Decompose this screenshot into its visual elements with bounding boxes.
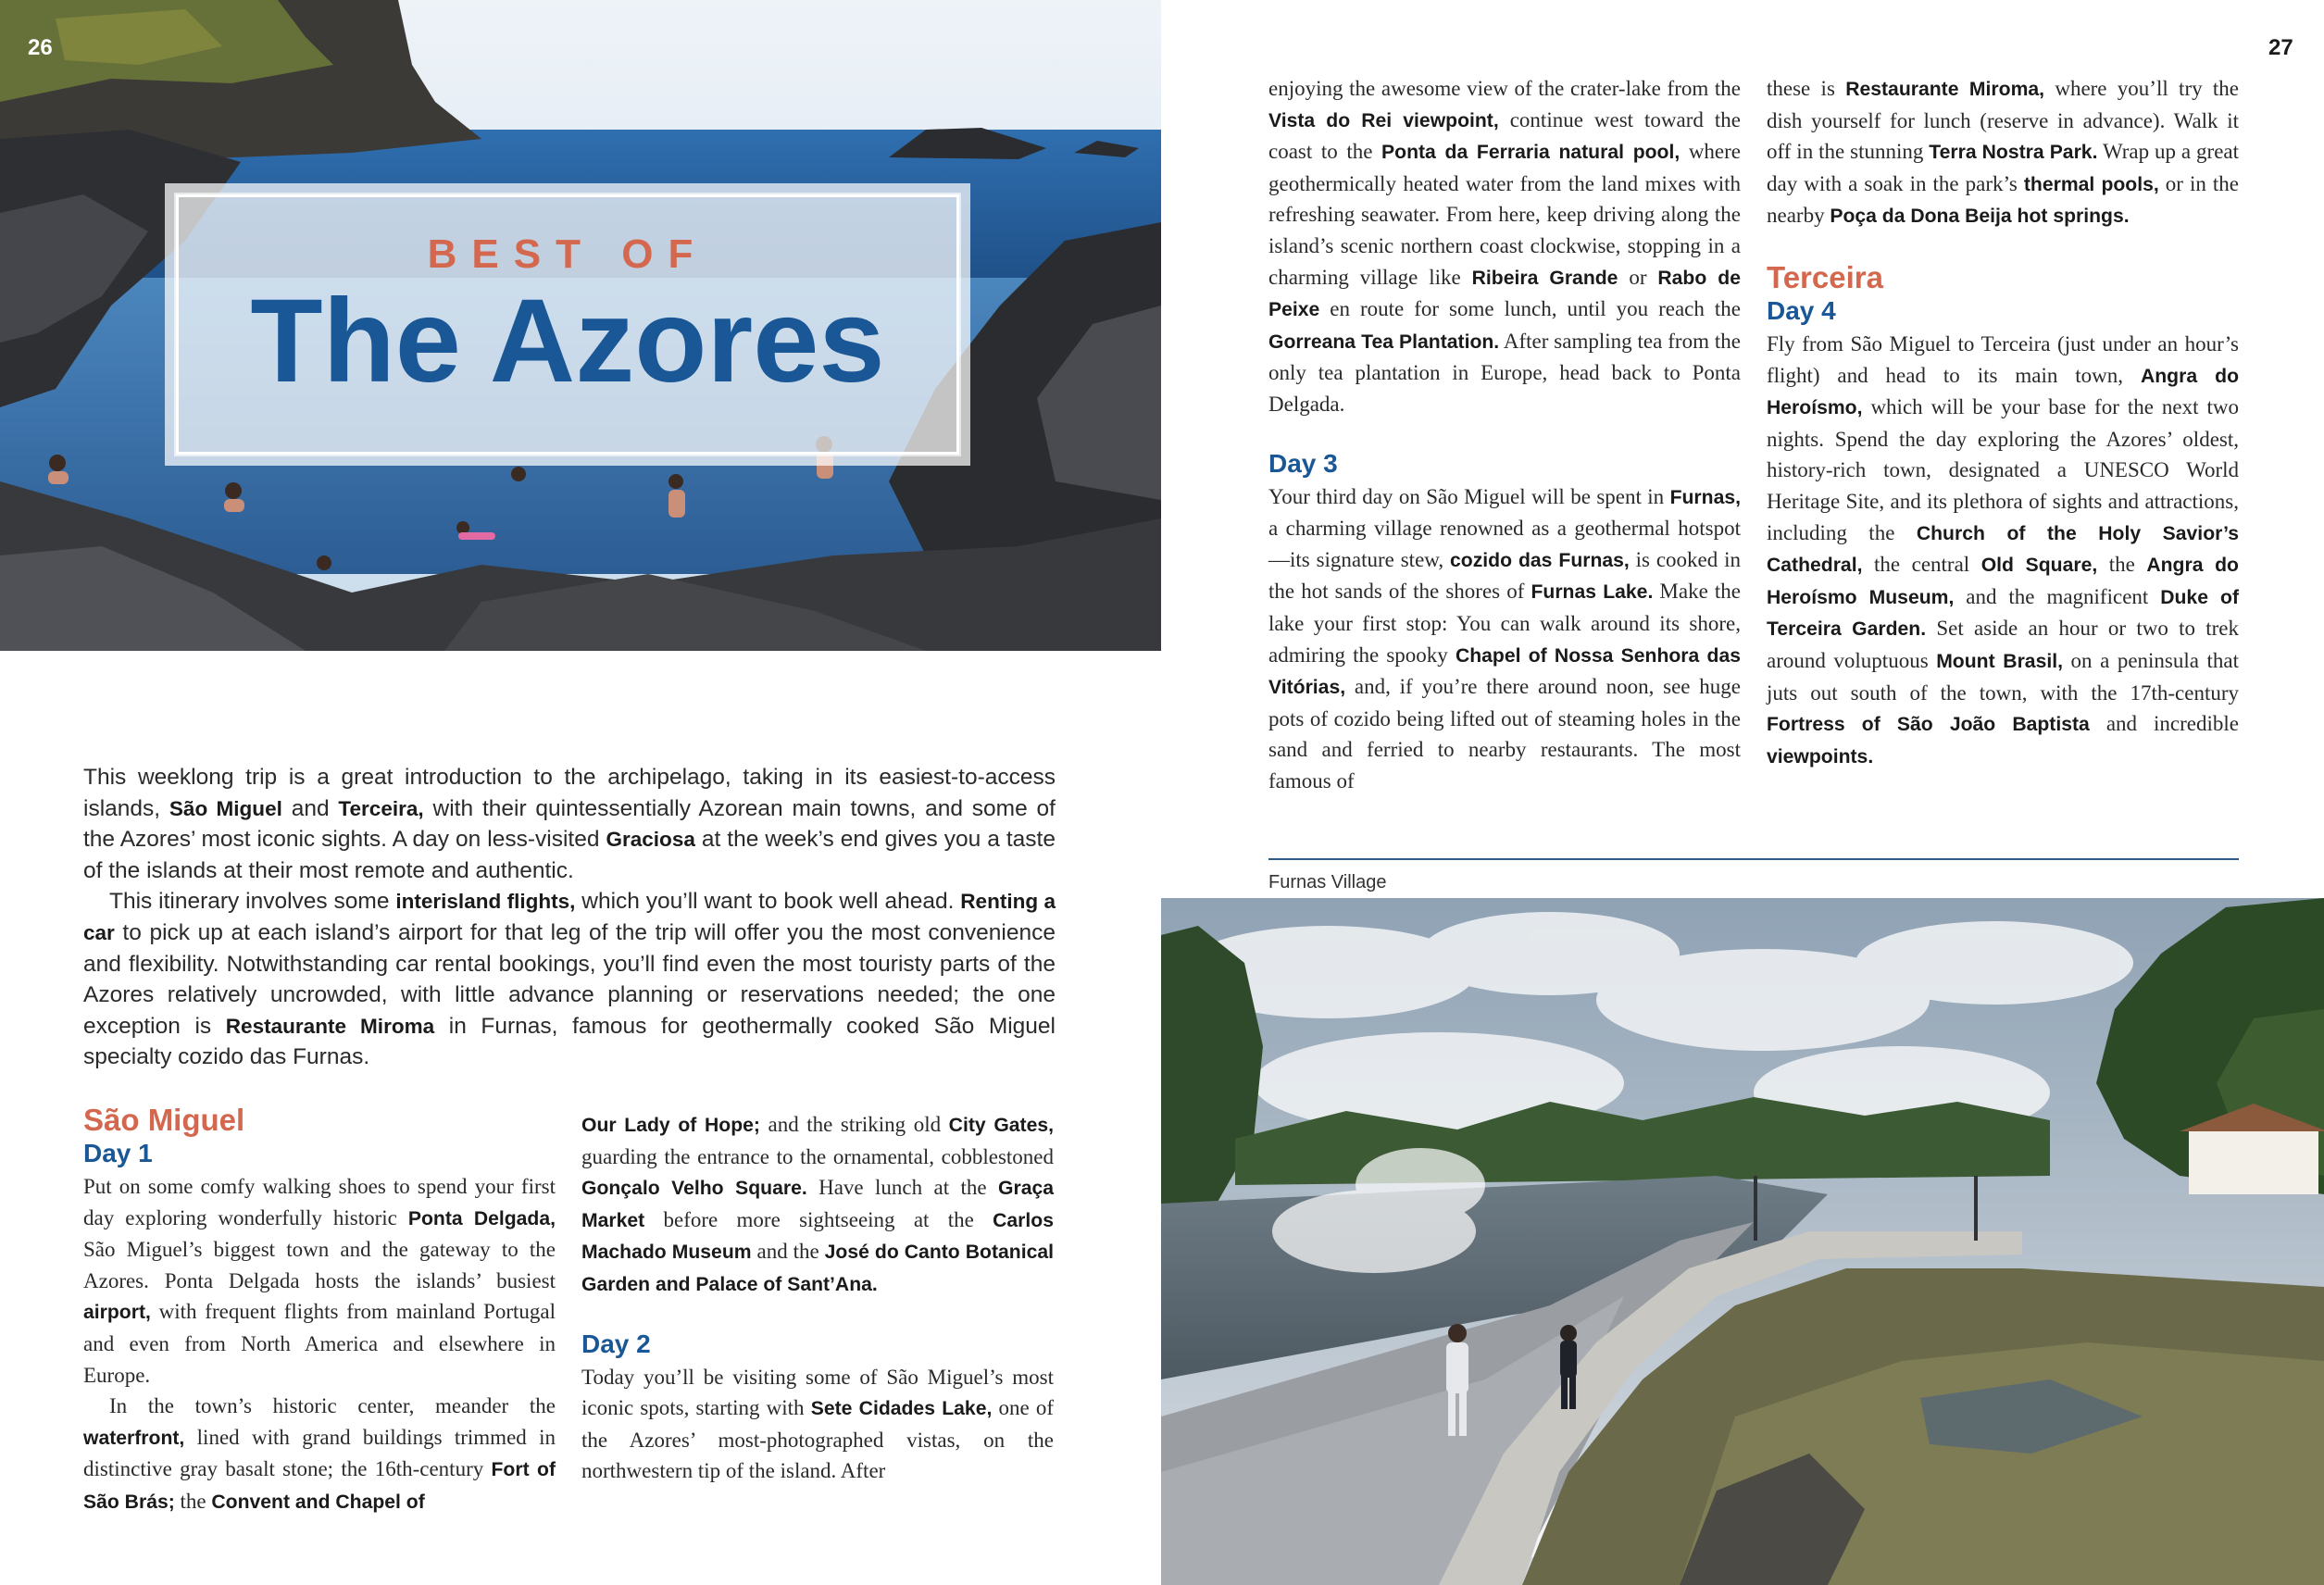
bold-term: Vista do Rei viewpoint, [1268,109,1499,131]
bold-term: Ribeira Grande [1471,267,1618,289]
body-paragraph: these is Restaurante Miroma, where you’ll try the dish yourself for lunch (reserve in advance). Walk it off in the stunning Terra Nostra Park. Wrap up a great day with a soak in the park’s thermal pools, or in the nearby Poça da Dona Beija hot springs. [1767,77,2240,228]
day-heading: Day 4 [1767,295,1836,325]
bold-term: Furnas Lake. [1531,581,1654,604]
bold-term: Old Square, [1980,555,2098,577]
intro-text [83,762,1056,1073]
body-paragraph: Fly from São Miguel to Terceira (just under an hour’s flight) and head to its main town, Angra do Heroísmo, which will be your base for the next two nights. Spend the day exploring the Azores’ oldest, history-rich town, designated a UNESCO World Heritage Site, and its plethora of sights and attractions, including the Church of the Holy Savior’s Cathedral, the central Old Square, the Angra do Heroísmo Museum, and the magnificent Duke of Terceira Garden. Set aside an hour or two to trek around voluptuous Mount Brasil, on a peninsula that juts out south of the town, with the 17th-century Fortress of São João Baptista and incredible viewpoints. [1767,331,2239,768]
bold-term: São Miguel [169,796,282,820]
day-heading: Day 1 [83,1139,153,1167]
bold-term: Poça da Dona Beija hot springs. [1830,206,2130,228]
bold-term: cozido das Furnas, [1450,549,1630,571]
bold-term: Angra do Heroísmo, [1767,365,2239,419]
caption-rule [1268,858,2239,860]
bold-term: airport, [83,1302,151,1324]
bold-term: waterfront, [83,1427,185,1449]
bold-term: Graça Market [581,1178,1054,1231]
body-paragraph: Put on some comfy walking shoes to spend your first day exploring wonderfully historic Ponta Delgada, São Miguel’s biggest town and the gateway to the Azores. Ponta Delgada hosts the islands’ busiest airport, with frequent flights from mainland Portugal and even from North America and elsewhere in Europe. [83,1175,556,1387]
bold-term: Gorreana Tea Plantation. [1268,331,1500,353]
bold-term: Gonçalo Velho Square. [581,1178,807,1200]
column-1 [83,1103,556,1518]
bold-term: Ponta da Ferraria natural pool, [1381,142,1681,164]
bold-term: Ponta Delgada, [407,1207,556,1229]
day-heading: Day 2 [581,1329,651,1358]
bold-term: viewpoints. [1767,745,1874,768]
bold-term: Mount Brasil, [1936,650,2063,672]
island-heading-terceira: Terceira [1767,259,1883,294]
body-paragraph: Your third day on São Miguel will be spent in Furnas, a charming village renowned as a geothermal hotspot—its signature stew, cozido das Furnas, is cooked in the hot sands of the shores of Furnas Lake. Make the lake your first stop: You can walk around its shore, admiring the spooky Chapel of Nossa Senhora das Vitórias, and, if you’re there around noon, see huge pots of cozido being lifted out of steaming holes in the sand and ferried to nearby restaurants. The most famous of [1268,484,1741,792]
island-heading-sao-miguel: São Miguel [83,1103,245,1137]
page-number-left: 26 [28,35,53,60]
bold-term: Rabo de Peixe [1268,267,1741,321]
page-title: The Azores [250,275,885,407]
bold-term: Restaurante Miroma [225,1014,435,1038]
bold-term: thermal pools, [2023,173,2159,195]
title-kicker: BEST OF [427,231,708,277]
bold-term: Carlos Machado Museum [581,1209,1054,1264]
bold-term: Fort of São Brás; [83,1459,556,1513]
bold-term: interisland flights, [395,890,576,914]
bold-term: Chapel of Nossa Senhora das Vitórias, [1268,644,1741,699]
page-number-right: 27 [2268,35,2293,60]
bold-term: Graciosa [606,828,695,852]
bold-term: Sete Cidades Lake, [810,1398,993,1420]
furnas-village-photo [1161,898,2324,1585]
day-heading: Day 3 [1268,448,1338,478]
bold-term: Restaurante Miroma, [1845,79,2045,100]
body-paragraph: Our Lady of Hope; and the striking old City Gates, guarding the entrance to the ornamental, cobblestoned Gonçalo Velho Square. Have lunch at the Graça Market before more sightseeing at the Carlos Machado Museum and the José do Canto Botanical Garden and Palace of Sant’Ana. [581,1113,1054,1295]
body-paragraph: enjoying the awesome view of the crater-lake from the Vista do Rei viewpoint, continue west toward the coast to the Ponta da Ferraria natural pool, where geothermically heated water from the land mixes with refreshing seawater. From here, keep driving along the island’s scenic northern coast clockwise, stopping in a charming village like Ribeira Grande or Rabo de Peixe en route for some lunch, until you reach the Gorreana Tea Plantation. After sampling tea from the only tea plantation in Europe, head back to Ponta Delgada. [1268,77,1742,416]
column-2 [581,1109,1054,1487]
column-4 [1767,73,2239,772]
photo-caption: Furnas Village [1268,872,1387,892]
column-3 [1268,73,1741,796]
body-paragraph: Today you’ll be visiting some of São Miguel’s most iconic spots, starting with Sete Cidades Lake, one of the Azores’ most-photographed vistas, on the northwestern tip of the island. After [581,1365,1054,1483]
bold-term: City Gates, [948,1115,1054,1136]
bold-term: Angra do Heroísmo Museum, [1767,555,2239,608]
bold-term: Our Lady of Hope; [581,1115,760,1136]
bold-term: Furnas, [1669,486,1741,508]
bold-term: Renting a car [83,890,1056,944]
bold-term: Convent and Chapel of [211,1491,425,1513]
bold-term: Terra Nostra Park. [1929,142,2098,164]
bold-term: Church of the Holy Savior’s Cathedral, [1767,522,2239,577]
bold-term: José do Canto Botanical Garden and Palace of Sant’Ana. [581,1242,1054,1295]
intro-paragraph: This itinerary involves some interisland flights, which you’ll want to book well ahead. Renting a car to pick up at each island’s airport for that leg of the trip will offer you the most convenience and flexibility. Notwithstanding car rental bookings, you’ll find even the most touristy parts of the Azores relatively uncrowded, with little advance planning or reservations needed; the one exception is Restaurante Miroma in Furnas, famous for geothermally cooked São Miguel specialty cozido das Furnas. [83,889,1056,1070]
body-paragraph: In the town’s historic center, meander the waterfront, lined with grand buildings trimmed in distinctive gray basalt stone; the 16th-century Fort of São Brás; the Convent and Chapel of [83,1394,556,1513]
bold-term: Duke of Terceira Garden. [1767,586,2239,641]
bold-term: Fortress of São João Baptista [1767,714,2090,736]
intro-paragraph: This weeklong trip is a great introduction to the archipelago, taking in its easiest-to-access islands, São Miguel and Terceira, with their quintessentially Azorean main towns, and some of the Azores’ most iconic sights. A day on less-visited Graciosa at the week’s end gives you a taste of the islands at their most remote and authentic. [83,765,1056,883]
bold-term: Terceira, [338,796,424,820]
title-panel [165,183,970,466]
